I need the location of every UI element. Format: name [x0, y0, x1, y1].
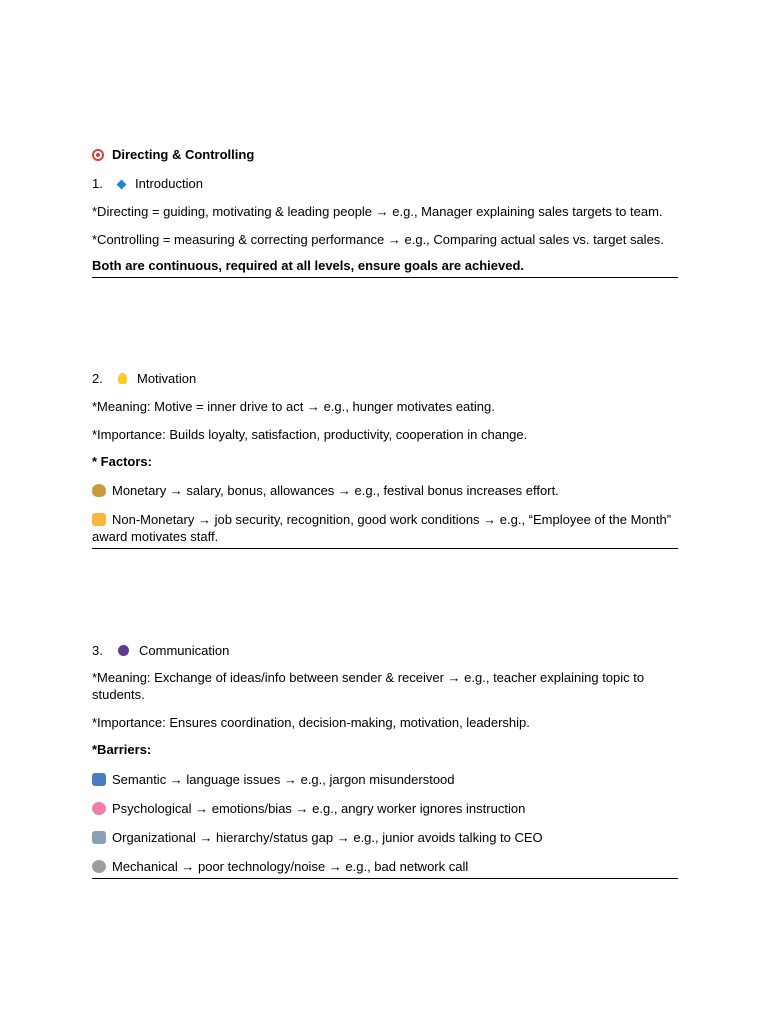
section1-heading-text: Introduction: [135, 176, 203, 191]
summary-statement: Both are continuous, required at all levels, ensure goals are achieved.: [92, 258, 525, 273]
brain-icon: [92, 802, 106, 815]
section2-heading-text: Motivation: [137, 371, 197, 386]
barrier-item: [92, 800, 678, 817]
communication-meaning: *Meaning: Exchange of ideas/info between sender & receiver → e.g., teacher explaining topic to students.: [92, 670, 645, 702]
barrier-text: Organizational → hierarchy/status gap → e.g., junior avoids talking to CEO: [112, 830, 543, 845]
section-divider: [92, 548, 678, 549]
barrier-text: Semantic → language issues → e.g., jargon misunderstood: [112, 772, 455, 787]
barrier-item: [92, 858, 678, 875]
money-bag-icon: [92, 484, 106, 497]
directing-definition: *Directing = guiding, motivating & leading people → e.g., Manager explaining sales targets to team.: [92, 204, 663, 219]
section-divider: [92, 277, 678, 278]
section3-heading: [92, 642, 678, 659]
handshake-icon: [92, 513, 106, 526]
section-title: [92, 146, 678, 163]
section2-heading: [92, 370, 678, 387]
speaking-head-icon: [118, 645, 129, 656]
barrier-item: [92, 829, 678, 846]
barrier-item: [92, 771, 678, 788]
communication-importance: *Importance: Ensures coordination, decision-making, motivation, leadership.: [92, 715, 530, 730]
factor-item: [92, 482, 678, 499]
section1-heading: [92, 175, 678, 192]
factor-text: Monetary → salary, bonus, allowances → e.g., festival bonus increases effort.: [112, 483, 559, 498]
barriers-label: *Barriers:: [92, 742, 152, 757]
blue-diamond-icon: [117, 179, 127, 189]
factors-label: * Factors:: [92, 454, 152, 469]
motivation-importance: *Importance: Builds loyalty, satisfaction, productivity, cooperation in change.: [92, 427, 528, 442]
factor-item: [92, 511, 678, 545]
motivation-meaning: *Meaning: Motive = inner drive to act → e.g., hunger motivates eating.: [92, 399, 495, 414]
section-title-text: Directing & Controlling: [112, 147, 255, 162]
section-divider: [92, 878, 678, 879]
barrier-text: Mechanical → poor technology/noise → e.g., bad network call: [112, 859, 469, 874]
section3-heading-text: Communication: [139, 643, 230, 658]
gear-icon: [92, 860, 106, 873]
barrier-text: Psychological → emotions/bias → e.g., angry worker ignores instruction: [112, 801, 526, 816]
section2-number: 2.: [92, 371, 103, 386]
office-building-icon: [92, 831, 106, 844]
open-book-icon: [92, 773, 106, 786]
lightbulb-icon: [118, 373, 127, 384]
section3-number: 3.: [92, 643, 103, 658]
section1-number: 1.: [92, 176, 103, 191]
target-icon: [92, 149, 104, 161]
controlling-definition: *Controlling = measuring & correcting performance → e.g., Comparing actual sales vs. target sales.: [92, 232, 664, 247]
factor-text: Non-Monetary → job security, recognition, good work conditions → e.g., “Employee of the Month” award motivates staff.: [92, 512, 672, 544]
